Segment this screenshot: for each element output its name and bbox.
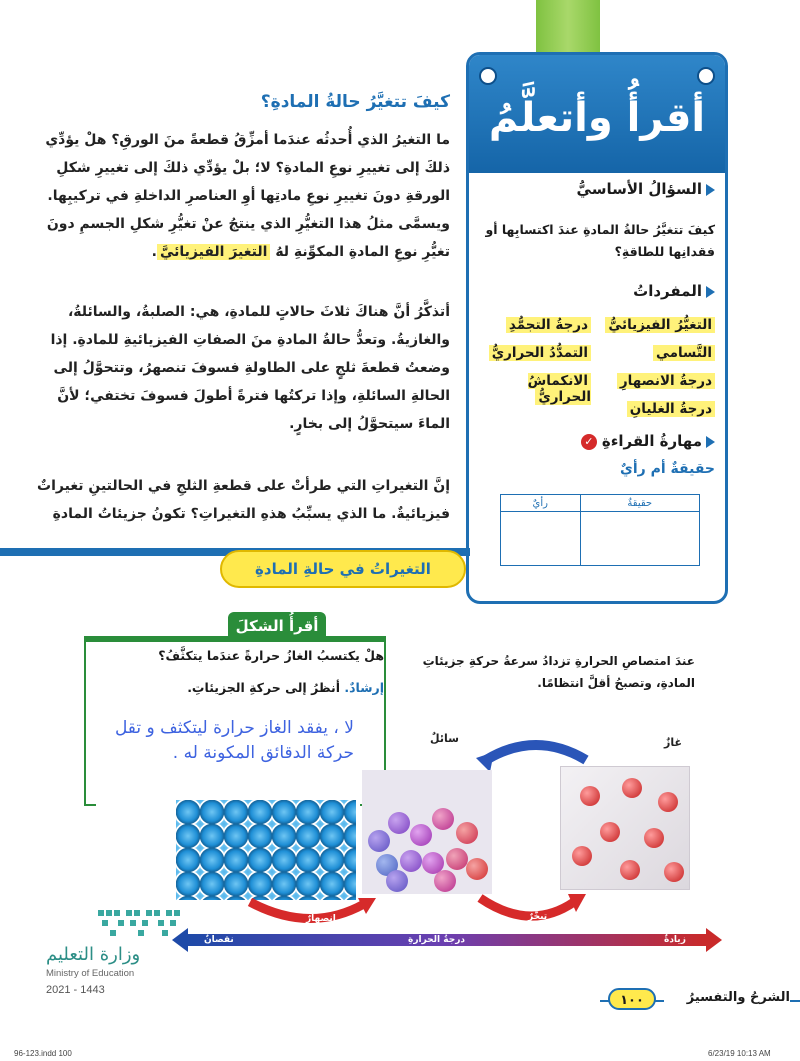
paragraph: أتذكَّرُ أنَّ هناكَ ثلاثَ حالاتٍ للمادةِ، هي: الصلبةُ، والسائلةُ، والغازيةُ. وتعدُّ حالةُ المادةِ منَ الصفاتِ الفيزيائيةِ للمادةِ. إذا وضعتُ قطعةَ ثلجٍ على الطاولةِ فسوفَ تنصهرُ، وتتحوَّلُ إلى الحالةِ السائلةِ، وإذا تركتُها فترةً أطولَ فسوفَ تختفي؛ لأنَّ الماءَ سيتحوَّلُ إلى بخارٍ. (50, 304, 450, 432)
melting-arrow (240, 894, 380, 932)
page-number: ١٠٠ (608, 988, 656, 1010)
key-term: التغيرَ الفيزيائيَّ (157, 244, 270, 260)
table-header-opinion: رأيٌ (501, 495, 581, 512)
hole-icon (479, 67, 497, 85)
vocab-term: درجةُ الانصهارِ (599, 373, 715, 389)
ministry-name-en: Ministry of Education (46, 968, 135, 979)
file-meta: 96-123.indd 100 (14, 1049, 72, 1058)
reading-skill-heading: مهارةُ القراءةِ ✓ (479, 431, 715, 450)
essential-question-text: كيفَ تتغيَّرُ حالةُ المادةِ عندَ اكتسابِها أو فقدانِها للطاقةِ؟ (485, 222, 715, 259)
reading-skill-name: حقيقةٌ أم رأيٌ (620, 461, 715, 477)
vocab-term: درجةُ التجمُّدِ (479, 317, 591, 333)
footer-section-title: الشرحُ والتفسيرُ (664, 990, 790, 1005)
state-label-gas: غازٌ (664, 736, 682, 749)
table-header-fact: حقيقةٌ (580, 495, 699, 512)
vocabulary-heading: المفرداتُ (479, 281, 715, 300)
condensation-label: تكثُّفٌ (558, 736, 582, 746)
read-figure-tab: أقرأُ الشكلَ (228, 612, 326, 640)
triangle-icon (706, 436, 715, 448)
triangle-icon (706, 184, 715, 196)
vocab-term: التغيُّرُ الفيزيائيُّ (599, 317, 715, 333)
ministry-logo-icon (92, 906, 188, 942)
paragraph: ما التغيرُ الذي أُحدثُه عندَما أمزِّقُ قطعةً منَ الورقِ؟ هلْ يؤدِّي ذلكَ إلى تغييرِ نوعِ المادةِ؟ لا؛ بلْ يؤدِّي ذلكَ إلى تغييرِ شكلِ الورقةِ دونَ تغييرِ نوعِ مادتِها أوِ العناصرِ الداخلةِ في تركيبِها. ويسمَّى مثلُ هذا التغيُّرِ الذي ينتجُ عنْ تغيُّرِ شكلِ الجسمِ دونَ تغيُّرِ نوعِ المادةِ المكوِّنةِ لهُ التغيرَ الفيزيائيَّ. (45, 132, 450, 260)
fact-opinion-table (500, 494, 700, 566)
vocab-term: التَّسامي (599, 345, 715, 361)
temp-increase-label: زيادةٌ (664, 935, 686, 945)
check-circle-icon: ✓ (581, 434, 597, 450)
date-meta: 6/23/19 10:13 AM (708, 1049, 771, 1058)
hole-icon (697, 67, 715, 85)
paragraph: إنَّ التغيراتِ التي طرأتْ على قطعةِ الثلجِ في الحالتينِ تغيراتٌ فيزيائيةٌ. ما الذي يسبِّبُ هذهِ التغيراتِ؟ تكونُ جزيئاتُ المادةِ (37, 478, 450, 522)
ministry-name-ar: وزارة التعليم (46, 944, 141, 965)
vocab-term: الانكماشُ الحراريُّ (527, 373, 591, 405)
evaporation-arrow (470, 890, 590, 930)
card-title: أقرأُ وأتعلَّمُ (488, 95, 706, 141)
ministry-year: 2021 - 1443 (46, 984, 105, 996)
table-cell (580, 512, 699, 566)
triangle-icon (706, 286, 715, 298)
temp-axis-label: درجةُ الحرارةِ (408, 935, 466, 945)
gas-cube (560, 766, 690, 890)
card-header (469, 55, 725, 173)
section-heading: كيفَ تتغيَّرُ حالةُ المادةِ؟ (260, 92, 450, 112)
arrow-right-icon (706, 928, 722, 952)
temp-decrease-label: نقصانٌ (204, 935, 234, 945)
diagram-caption: عندَ امتصاصِ الحرارةِ تزدادُ سرعةُ حركةِ جزيئاتِ المادةِ، وتصبحُ أقلَّ انتظامًا. (422, 654, 695, 690)
section-banner: التغيراتُ في حالةِ المادةِ (220, 550, 466, 588)
solid-cube (176, 800, 356, 900)
liquid-cube (362, 770, 492, 894)
figure-question: هلْ يكتسبُ الغازُ حرارةً عندَما يتكثَّفُ؟ (158, 648, 384, 663)
figure-hint: إرشادٌ. أنظرُ إلى حركةِ الجزيئاتِ. (187, 680, 384, 695)
melting-label: انصهارٌ (306, 914, 336, 924)
student-answer: لا ، يفقد الغاز حرارة ليتكثف و تقل حركة الدقائق المكونة له . (96, 712, 360, 808)
essential-question-heading: السؤالُ الأساسيُّ (479, 179, 715, 198)
evaporation-label: تبخُّرٌ (528, 912, 548, 922)
vocab-term: التمدُّدُ الحراريُّ (479, 345, 591, 361)
vocab-term: درجةُ الغليانِ (599, 401, 715, 417)
state-label-liquid: سائلٌ (430, 732, 459, 745)
table-cell (501, 512, 581, 566)
